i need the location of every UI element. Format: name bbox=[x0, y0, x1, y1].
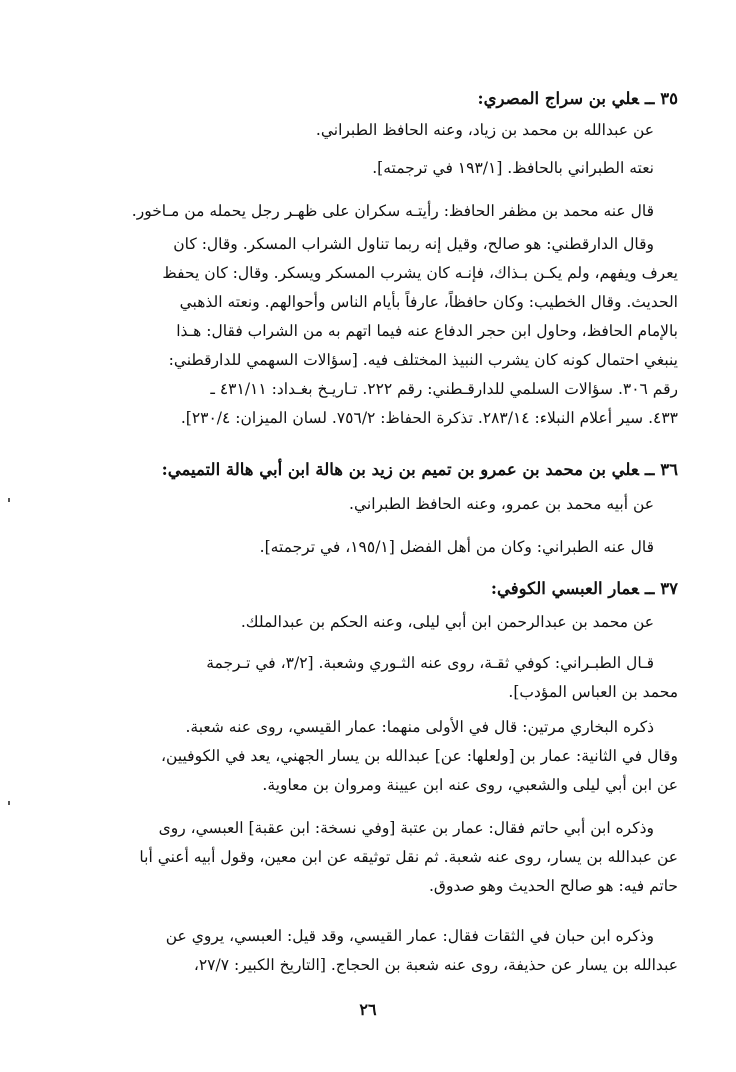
text-line: ٤٣٣. سير أعلام النبلاء: ٢٨٣/١٤. تذكرة الحفاظ: ٧٥٦/٢. لسان الميزان: ٢٣٠/٤]. bbox=[180, 409, 678, 427]
entry-37-para-3 bbox=[62, 713, 678, 800]
text-line: ينبغي احتمال كونه كان يشرب النبيذ المختلف فيه. [سؤالات السهمي للدارقطني: bbox=[168, 351, 678, 369]
text-line: قال عنه محمد بن مظفر الحافظ: رأيتـه سكران على ظهـر رجل يحمله من مـاخور. bbox=[131, 202, 654, 220]
text-line: وقال الدارقطني: هو صالح، وقيل إنه ربما تناول الشراب المسكر. وقال: كان bbox=[173, 235, 654, 253]
text-line: وقال في الثانية: عمار بن [ولعلها: عن] عبدالله بن يسار الجهني، يعد في الكوفيين، bbox=[161, 747, 678, 765]
entry-36 bbox=[62, 455, 678, 484]
text-line: بالإمام الحافظ، وحاول ابن حجر الدفاع عنه فيما اتهم به من الشراب فقال: هـذا bbox=[176, 322, 678, 340]
text-line: حاتم فيه: هو صالح الحديث وهو صدوق. bbox=[428, 877, 678, 895]
entry-35-para-3 bbox=[62, 197, 678, 226]
entry-title: عمار العبسي الكوفي: bbox=[490, 579, 639, 598]
entry-number: ٣٦ ــ bbox=[644, 460, 678, 479]
entry-37 bbox=[62, 574, 678, 603]
text-line: الحديث. وقال الخطيب: وكان حافظاً، عارفاً بأيام الناس وأحوالهم. ونعته الذهبي bbox=[179, 293, 678, 311]
text-line: عبدالله بن يسار عن حذيفة، روى عنه شعبة بن الحجاج. [التاريخ الكبير: ٢٧/٧، bbox=[193, 956, 678, 974]
entry-35-para-2 bbox=[62, 154, 678, 183]
entry-35-para-1 bbox=[62, 116, 678, 145]
entry-heading bbox=[62, 455, 678, 484]
entry-37-para-2 bbox=[62, 649, 678, 707]
text-line: عن عبدالله بن يسار، روى عنه شعبة. ثم نقل توثيقه عن ابن معين، وقول أبيه أعني أبا bbox=[139, 848, 678, 866]
entry-37-para-5 bbox=[62, 922, 678, 980]
entry-35-para-4 bbox=[62, 230, 678, 433]
margin-mark bbox=[8, 498, 10, 502]
text-line: نعته الطبراني بالحافظ. [١٩٣/١ في ترجمته]. bbox=[372, 159, 654, 177]
text-line: عن أبيه محمد بن عمرو، وعنه الحافظ الطبراني. bbox=[349, 495, 654, 513]
entry-37-para-1 bbox=[62, 608, 678, 637]
entry-title: علي بن محمد بن عمرو بن تميم بن زيد بن هالة ابن أبي هالة التميمي: bbox=[161, 460, 639, 479]
entry-36-para-2 bbox=[62, 533, 678, 562]
margin-mark bbox=[8, 801, 10, 805]
entry-heading bbox=[62, 574, 678, 603]
entry-title: علي بن سراج المصري: bbox=[477, 89, 639, 108]
text-line: وذكره ابن حبان في الثقات فقال: عمار القيسي، وقد قيل: العبسي، يروي عن bbox=[165, 927, 654, 945]
text-line: رقم ٣٠٦. سؤالات السلمي للدارقـطني: رقم ٢٢٢. تـاريـخ بغـداد: ٤٣١/١١ ـ bbox=[210, 380, 678, 398]
entry-36-para-1 bbox=[62, 490, 678, 519]
text-line: عن محمد بن عبدالرحمن ابن أبي ليلى، وعنه الحكم بن عبدالملك. bbox=[240, 613, 654, 631]
entry-heading bbox=[62, 84, 678, 113]
entry-37-para-4 bbox=[62, 814, 678, 901]
entry-number: ٣٧ ــ bbox=[644, 579, 678, 598]
text-line: قال عنه الطبراني: وكان من أهل الفضل [١٩٥/١، في ترجمته]. bbox=[259, 538, 654, 556]
page-number: ٢٦ bbox=[359, 1000, 377, 1019]
text-line: ذكره البخاري مرتين: قال في الأولى منهما: عمار القيسي، روى عنه شعبة. bbox=[185, 718, 654, 736]
text-line: وذكره ابن أبي حاتم فقال: عمار بن عتبة [وفي نسخة: ابن عقبة] العبسي، روى bbox=[158, 819, 654, 837]
text-line: محمد بن العباس المؤدب]. bbox=[508, 683, 678, 701]
text-line: عن ابن أبي ليلى والشعبي، روى عنه ابن عيينة ومروان بن معاوية. bbox=[262, 776, 678, 794]
text-line: عن عبدالله بن محمد بن زياد، وعنه الحافظ الطبراني. bbox=[315, 121, 654, 139]
entry-number: ٣٥ ــ bbox=[644, 89, 678, 108]
entry-35 bbox=[62, 84, 678, 113]
text-line: يعرف ويفهم، ولم يكـن بـذاك، فإنـه كان يشرب المسكر ويسكر. وقال: كان يحفظ bbox=[162, 264, 678, 282]
text-line: قـال الطبـراني: كوفي ثقـة، روى عنه الثـوري وشعبة. [٣/٢، في تـرجمة bbox=[206, 654, 654, 672]
